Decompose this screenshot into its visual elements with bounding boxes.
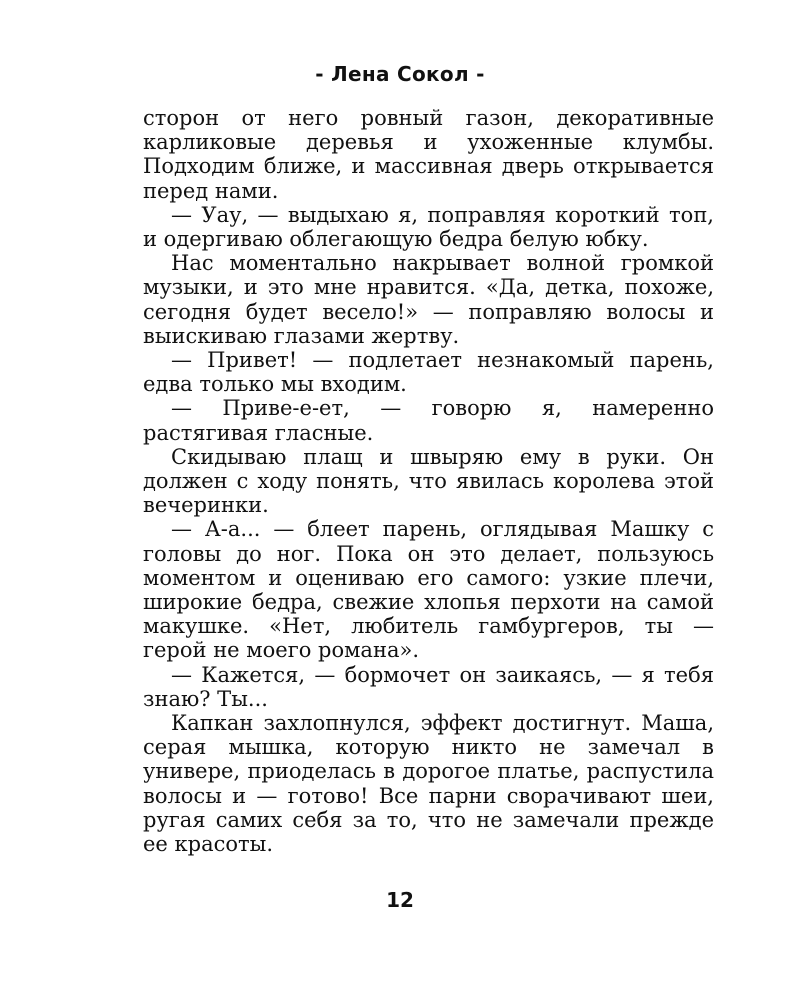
paragraph: — Кажется, — бормочет он заикаясь, — я тебя знаю? Ты... xyxy=(143,662,714,711)
paragraph: — Привет! — подлетает незнакомый парень, едва только мы входим. xyxy=(143,348,714,397)
running-header: - Лена Сокол - xyxy=(315,62,485,86)
paragraph: Скидываю плащ и швыряю ему в руки. Он должен с ходу понять, что явилась королева этой вечеринки. xyxy=(143,444,714,518)
paragraph: Капкан захлопнулся, эффект достигнут. Маша, серая мышка, которую никто не замечал в универе, приоделась в дорогое платье, распустила волосы и — готово! Все парни сворачивают шеи, ругая самих себя за то, что не замечали прежде ее красоты. xyxy=(143,711,714,857)
paragraph: Нас моментально накрывает волной громкой музыки, и это мне нравится. «Да, детка, похоже, сегодня будет весело!» — поправляю волосы и выискиваю глазами жертву. xyxy=(143,251,714,348)
paragraph: — Приве-е-ет, — говорю я, намеренно растягивая гласные. xyxy=(143,396,714,445)
paragraph: — А-а... — блеет парень, оглядывая Машку с головы до ног. Пока он это делает, пользуюсь моментом и оцениваю его самого: узкие плечи, широкие бедра, свежие хлопья перхоти на самой макушке. «Нет, любитель гамбургеров, ты — герой не моего романа». xyxy=(143,517,714,663)
paragraph: — Уау, — выдыхаю я, поправляя короткий топ, и одергиваю облегающую бедра белую юбку. xyxy=(143,202,714,252)
page-number: 12 xyxy=(386,888,414,912)
paragraph: сторон от него ровный газон, декоративные карликовые деревья и ухоженные клумбы. Подходим ближе, и массивная дверь открывается перед нами. xyxy=(143,106,714,203)
body-text xyxy=(143,106,714,856)
